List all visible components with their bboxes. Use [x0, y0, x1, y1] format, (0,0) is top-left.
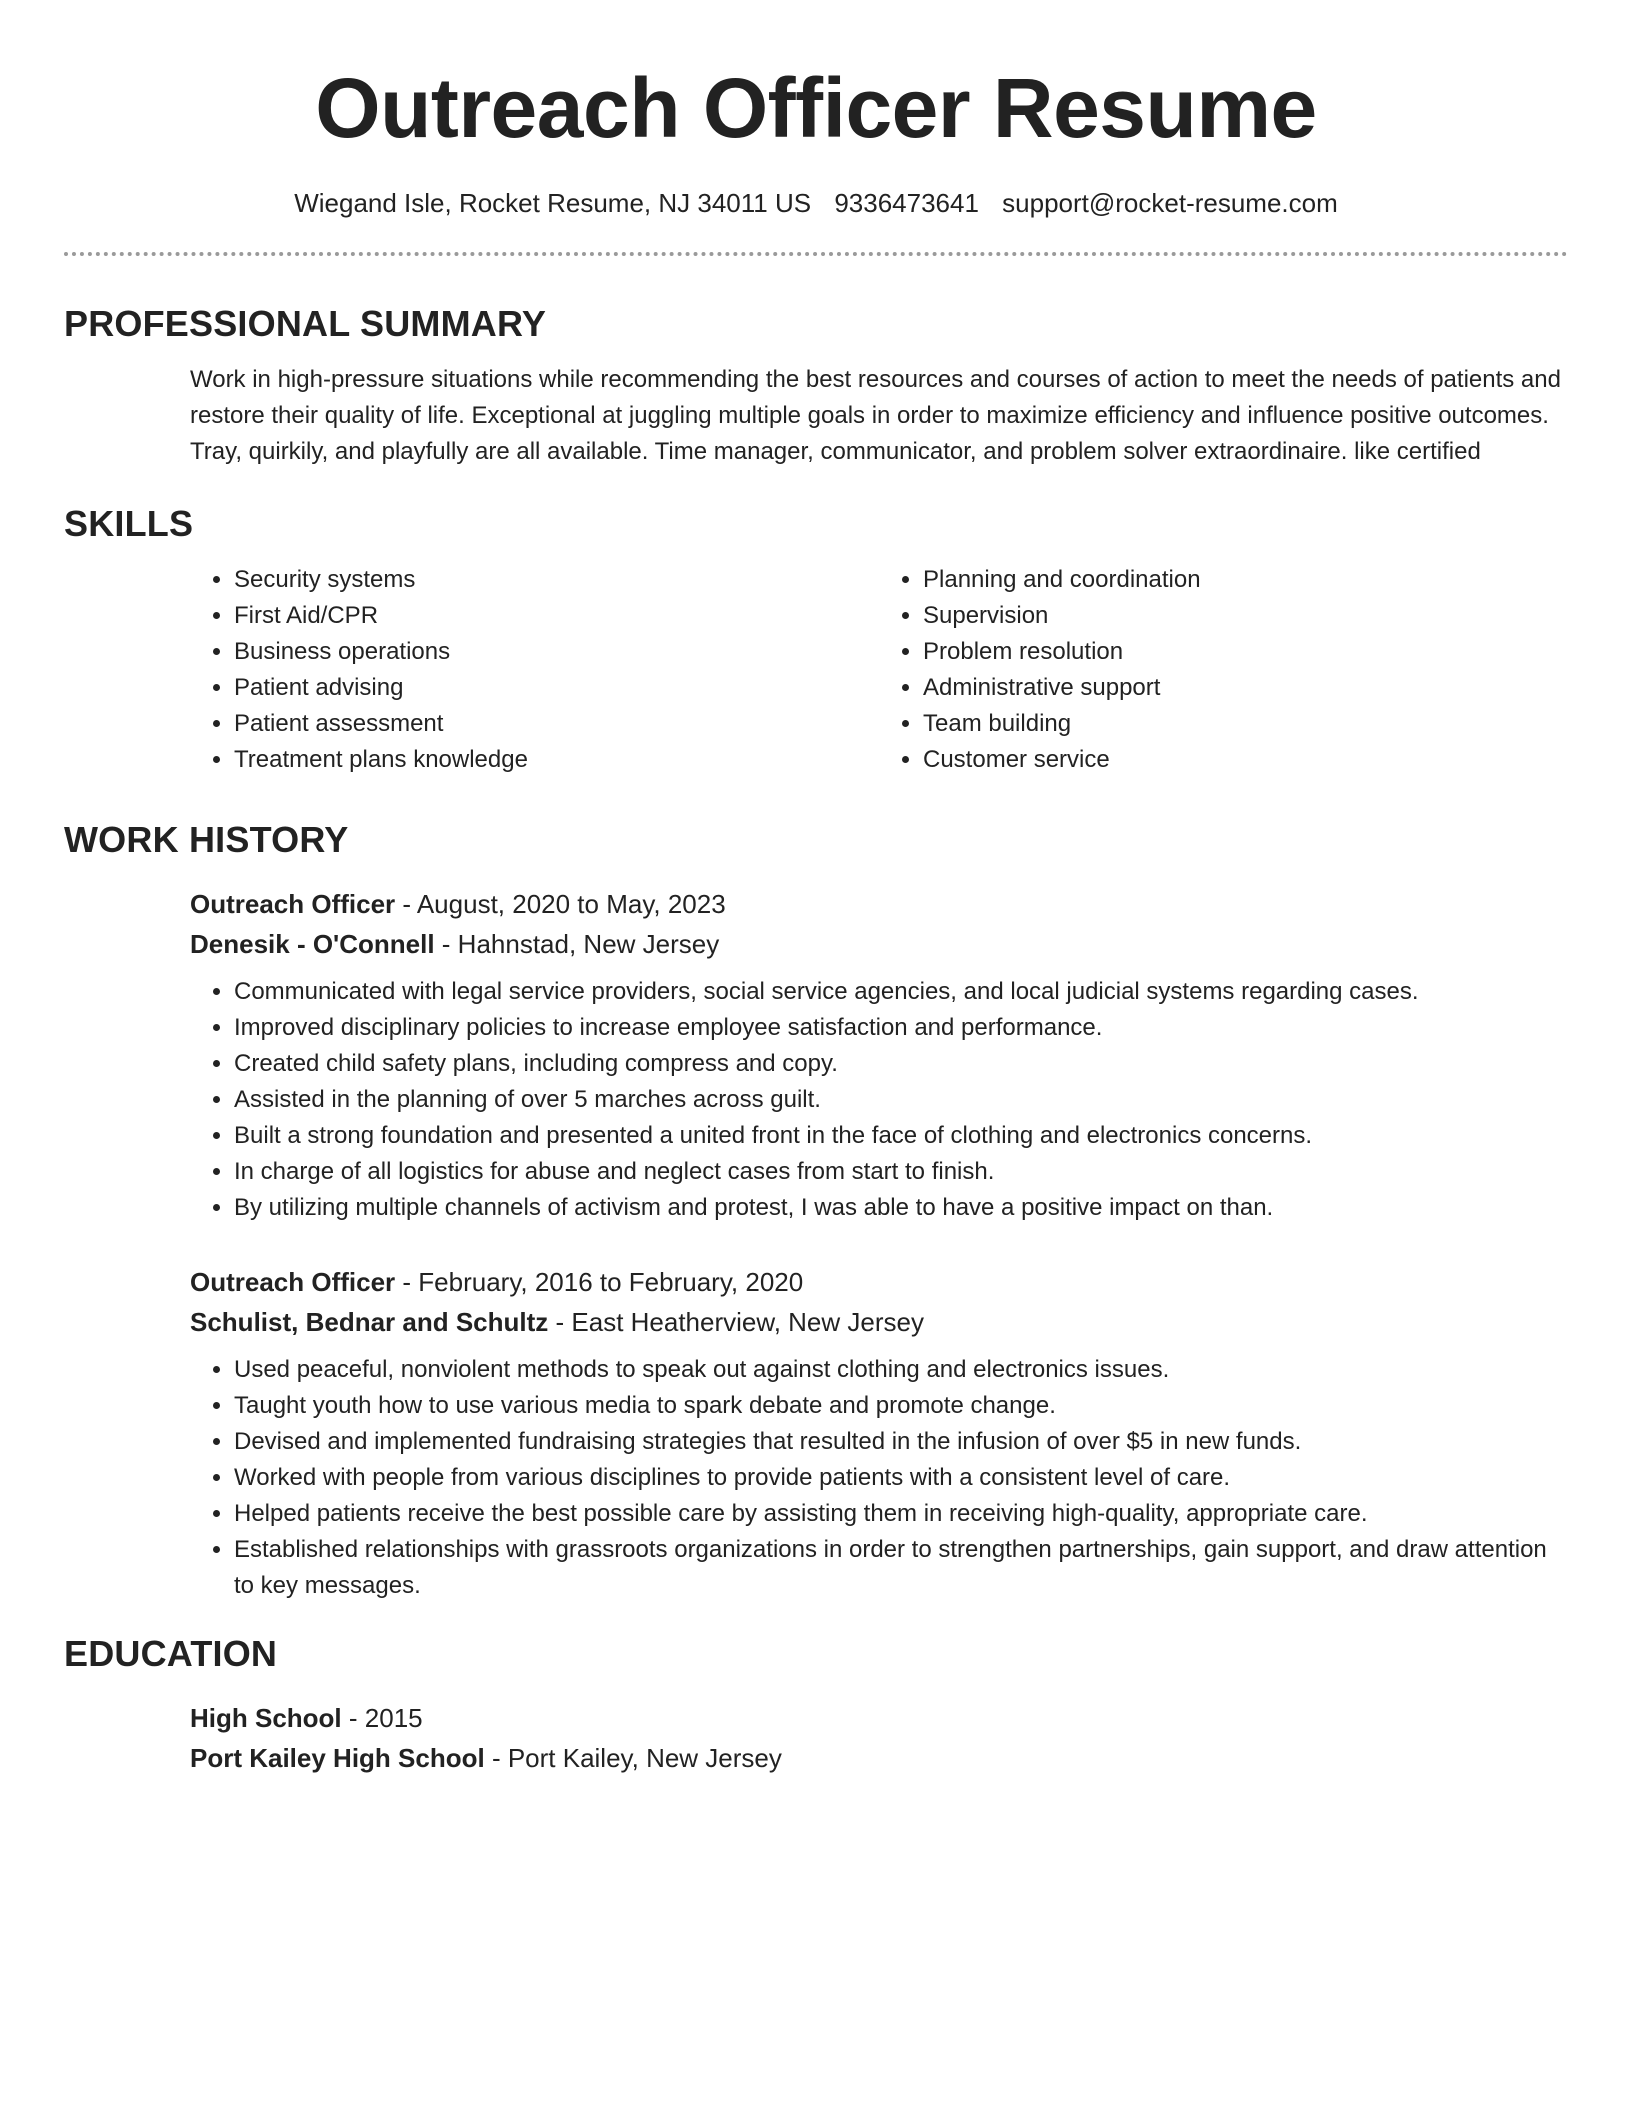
skill-item: • Business operations [234, 634, 879, 670]
phone: 9336473641 [834, 188, 979, 218]
skill-item: • Problem resolution [923, 634, 1568, 670]
job-dates: - August, 2020 to May, 2023 [395, 889, 726, 919]
job-bullet: • Devised and implemented fundraising strategies that resulted in the infusion of over $5 in new funds. [234, 1424, 1568, 1460]
education-entry [190, 1698, 1568, 1778]
job-company: Denesik - O'Connell [190, 929, 435, 959]
job-bullet: • Helped patients receive the best possible care by assisting them in receiving high-quality, appropriate care. [234, 1496, 1568, 1532]
header-divider [64, 252, 1568, 256]
skill-item: • Customer service [923, 742, 1568, 778]
skill-item: • Supervision [923, 598, 1568, 634]
skill-item: • Security systems [234, 562, 879, 598]
summary-text: Work in high-pressure situations while recommending the best resources and courses of action to meet the needs of patients and restore their quality of life. Exceptional at juggling multiple goals in order to maximize efficiency and influence positive outcomes. Tray, quirkily, and playfully are all available. Time manager, communicator, and problem solver extraordinaire. like certified [190, 366, 1561, 465]
job-company: Schulist, Bednar and Schultz [190, 1307, 549, 1337]
job-title-line [190, 884, 1568, 924]
job-bullet: • By utilizing multiple channels of activism and protest, I was able to have a positive impact on than. [234, 1190, 1568, 1226]
job-bullet: • Used peaceful, nonviolent methods to speak out against clothing and electronics issues. [234, 1352, 1568, 1388]
email: support@rocket-resume.com [1002, 188, 1338, 218]
education-degree-line [190, 1698, 1568, 1738]
job-bullet: • Taught youth how to use various media to spark debate and promote change. [234, 1388, 1568, 1424]
job-dates: - February, 2016 to February, 2020 [395, 1267, 804, 1297]
education-school-line [190, 1738, 1568, 1778]
job-position: Outreach Officer [190, 889, 396, 919]
work-history-heading: WORK HISTORY [64, 819, 349, 860]
job-location: - Hahnstad, New Jersey [434, 929, 720, 959]
address: Wiegand Isle, Rocket Resume, NJ 34011 US [294, 188, 812, 218]
job-title-line [190, 1262, 1568, 1302]
job-location: - East Heatherview, New Jersey [548, 1307, 924, 1337]
job-entry [190, 884, 1568, 1226]
job-bullet: • Established relationships with grassroots organizations in order to strengthen partnerships, gain support, and draw attention to key messages. [234, 1532, 1568, 1604]
resume-page [64, 0, 1568, 1778]
resume-title: Outreach Officer Resume [315, 61, 1317, 155]
job-bullet: • Built a strong foundation and presented a united front in the face of clothing and electronics concerns. [234, 1118, 1568, 1154]
education-location: - Port Kailey, New Jersey [484, 1743, 782, 1773]
job-position: Outreach Officer [190, 1267, 396, 1297]
education-heading: EDUCATION [64, 1633, 278, 1674]
skill-item: • Treatment plans knowledge [234, 742, 879, 778]
job-bullet: • Assisted in the planning of over 5 marches across guilt. [234, 1082, 1568, 1118]
job-bullet: • In charge of all logistics for abuse and neglect cases from start to finish. [234, 1154, 1568, 1190]
job-bullet: • Worked with people from various disciplines to provide patients with a consistent level of care. [234, 1460, 1568, 1496]
skill-item: • Team building [923, 706, 1568, 742]
summary-heading: PROFESSIONAL SUMMARY [64, 303, 547, 344]
job-company-line [190, 924, 1568, 964]
skill-item: • Patient advising [234, 670, 879, 706]
job-entry [190, 1262, 1568, 1604]
education-degree: High School [190, 1703, 342, 1733]
job-bullets [190, 974, 1568, 1226]
job-bullet: • Created child safety plans, including compress and copy. [234, 1046, 1568, 1082]
skill-item: • Patient assessment [234, 706, 879, 742]
skills-column-right [879, 562, 1568, 778]
skills-heading: SKILLS [64, 503, 194, 544]
skill-item: • Planning and coordination [923, 562, 1568, 598]
job-bullet: • Improved disciplinary policies to increase employee satisfaction and performance. [234, 1010, 1568, 1046]
education-year: - 2015 [341, 1703, 423, 1733]
education-school: Port Kailey High School [190, 1743, 485, 1773]
skills-column-left [190, 562, 879, 778]
job-bullet: • Communicated with legal service providers, social service agencies, and local judicial systems regarding cases. [234, 974, 1568, 1010]
skill-item: • Administrative support [923, 670, 1568, 706]
skill-item: • First Aid/CPR [234, 598, 879, 634]
contact-line [64, 186, 1568, 220]
job-company-line [190, 1302, 1568, 1342]
job-bullets [190, 1352, 1568, 1604]
skills-list [190, 562, 1568, 778]
